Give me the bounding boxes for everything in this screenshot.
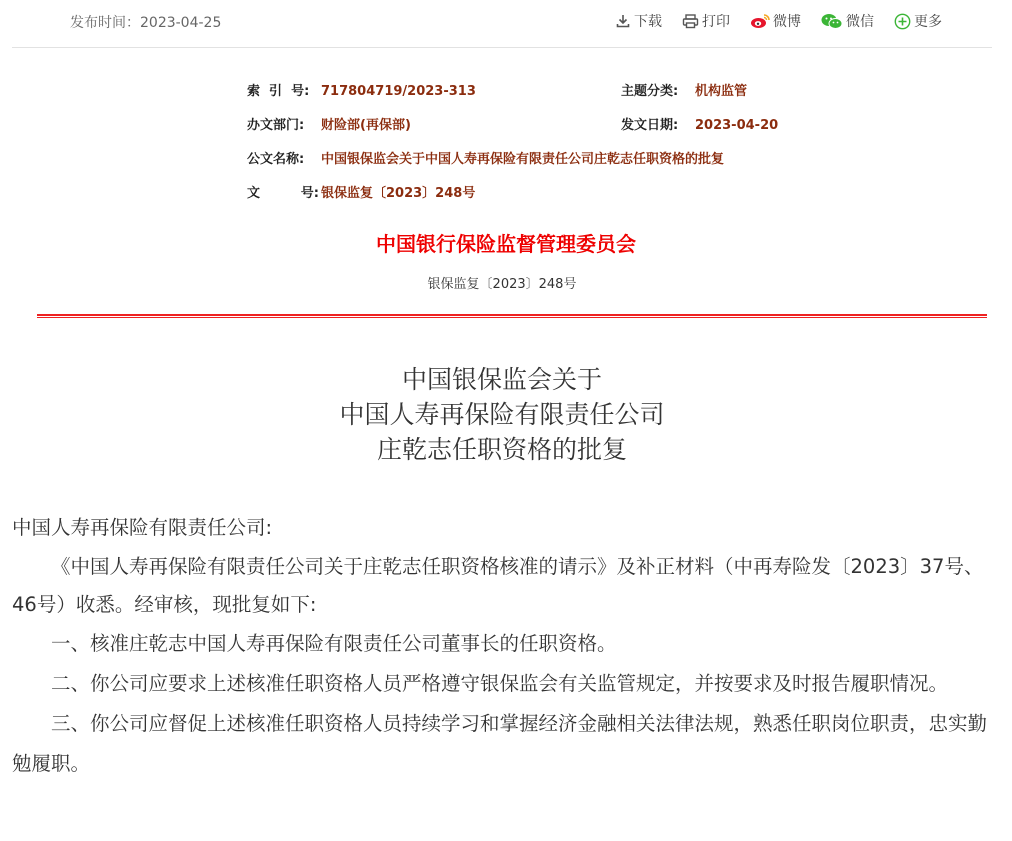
dept-value: 财险部(再保部) (321, 118, 411, 133)
paragraph-item-3: 三、你公司应督促上述核准任职资格人员持续学习和掌握经济金融相关法律法规，熟悉任职岗位职责，忠实勤勉履职。 (12, 712, 988, 775)
download-button[interactable] (615, 11, 662, 31)
index-label: 索 引 号: (247, 84, 310, 99)
issuing-organization: 中国银行保险监督管理委员会 (376, 232, 636, 256)
doc-name-value: 中国银保监会关于中国人寿再保险有限责任公司庄乾志任职资格的批复 (321, 152, 725, 167)
paragraph-item-2: 二、你公司应要求上述核准任职资格人员严格遵守银保监会有关监管规定，并按要求及时报告履职情况。 (51, 672, 949, 695)
category-label: 主题分类: (621, 84, 679, 99)
doc-no-label: 文 号: (247, 186, 319, 201)
more-label: 更多 (914, 14, 942, 30)
more-button[interactable] (894, 11, 942, 31)
doc-name-label: 公文名称: (247, 152, 305, 167)
top-bar (12, 0, 992, 48)
weibo-icon (750, 13, 770, 29)
weibo-label: 微博 (773, 14, 801, 30)
wechat-label: 微信 (846, 14, 874, 30)
document-title (0, 362, 1004, 467)
meta-row-doc-name (247, 148, 724, 168)
publish-date: 发布时间：2023-04-25 (70, 15, 222, 31)
meta-row-dept (247, 114, 411, 134)
red-divider (37, 314, 987, 318)
title-line-1: 中国银保监会关于 (401, 365, 602, 394)
download-label: 下载 (634, 14, 662, 30)
dept-label: 办文部门: (247, 118, 305, 133)
meta-row-issue-date (621, 114, 778, 134)
plus-circle-icon (894, 13, 911, 30)
wechat-icon (821, 13, 843, 30)
share-toolbar (595, 11, 942, 31)
paragraph-item-1: 一、核准庄乾志中国人寿再保险有限责任公司董事长的任职资格。 (51, 632, 617, 655)
issue-date-value: 2023-04-20 (695, 118, 779, 133)
category-value: 机构监管 (695, 84, 748, 99)
document-body (12, 508, 997, 784)
paragraph-request: 《中国人寿再保险有限责任公司关于庄乾志任职资格核准的请示》及补正材料（中再寿险发〔2023〕37号、46号）收悉。经审核，现批复如下: (12, 555, 984, 616)
print-button[interactable] (682, 11, 730, 31)
meta-row-category (621, 80, 747, 100)
letterhead-doc-number: 银保监复〔2023〕248号 (427, 277, 577, 292)
doc-no-value: 银保监复〔2023〕248号 (321, 186, 476, 201)
issue-date-label: 发文日期: (621, 118, 679, 133)
title-line-2: 中国人寿再保险有限责任公司 (339, 400, 665, 429)
title-line-3: 庄乾志任职资格的批复 (376, 435, 627, 464)
print-label: 打印 (702, 14, 730, 30)
index-value: 717804719/2023-313 (321, 84, 476, 99)
download-icon (615, 13, 631, 29)
wechat-button[interactable] (821, 11, 874, 31)
salutation: 中国人寿再保险有限责任公司: (12, 516, 273, 539)
weibo-button[interactable] (750, 11, 801, 31)
print-icon (682, 13, 699, 29)
meta-row-index (247, 80, 476, 100)
meta-row-doc-no (247, 182, 475, 202)
